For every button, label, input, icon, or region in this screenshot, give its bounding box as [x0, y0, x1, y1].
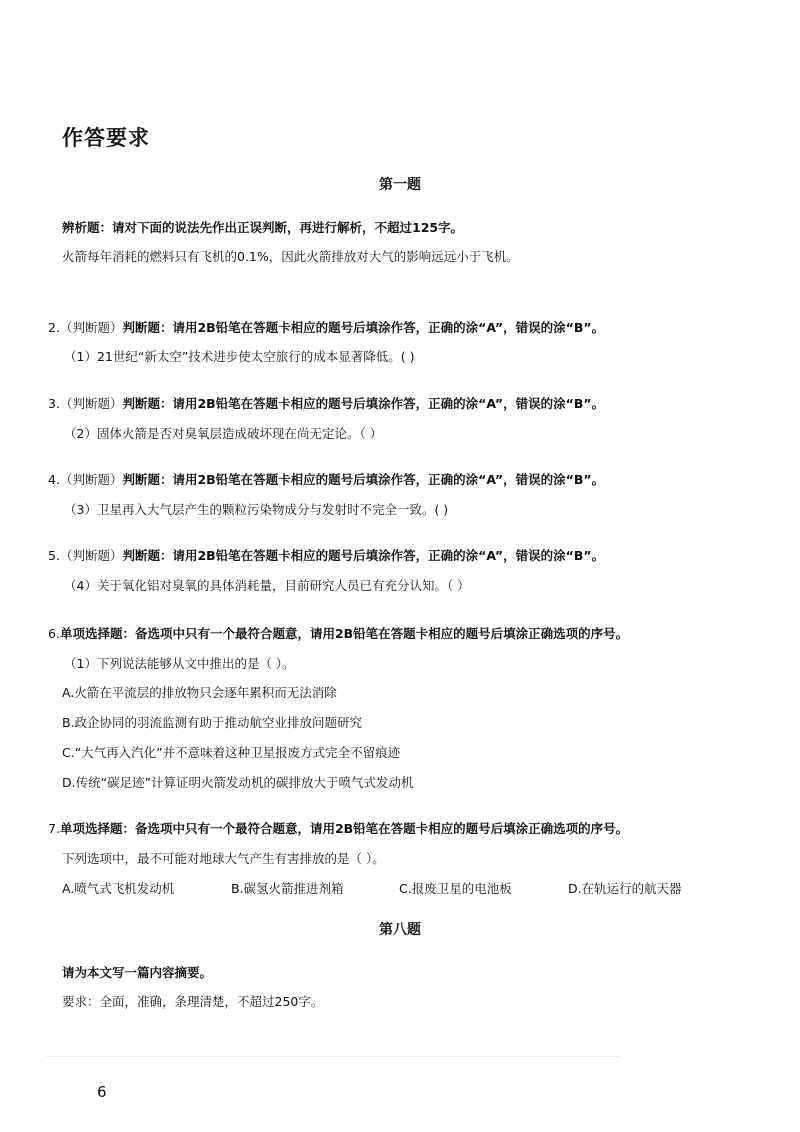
option-b: B.政企协同的羽流监测有助于推动航空业排放问题研究 [62, 715, 363, 730]
question-header [48, 819, 628, 837]
question-header [48, 318, 604, 336]
question-stem: （1）下列说法能够从文中推出的是（ ）。 [64, 656, 295, 671]
page-number: 6 [97, 1083, 107, 1101]
option-c: C.“大气再入汽化”并不意味着这种卫星报废方式完全不留痕迹 [62, 745, 401, 760]
question-number: 7. [48, 821, 60, 836]
question-item: （3）卫星再入大气层产生的颗粒污染物成分与发射时不完全一致。( ) [64, 502, 449, 517]
option-a: A.火箭在平流层的排放物只会逐年累积而无法消除 [62, 685, 337, 700]
question-number: 2. [48, 320, 60, 335]
question-type: （判断题） [59, 472, 123, 487]
option-a: A.喷气式飞机发动机 [62, 881, 175, 896]
option-d: D.传统“碳足迹”计算证明火箭发动机的碳排放大于喷气式发动机 [62, 775, 414, 790]
question-header [48, 470, 604, 488]
question-number: 3. [48, 396, 60, 411]
question-number: 4. [48, 472, 60, 487]
section-heading-8: 第八题 [379, 922, 421, 938]
section8-instruction: 请为本文写一篇内容摘要。 [62, 965, 213, 980]
question-type: （判断题） [59, 548, 123, 563]
question-instruction: 单项选择题：备选项中只有一个最符合题意，请用2B铅笔在答题卡相应的题号后填涂正确选项的序号。 [59, 821, 629, 836]
question-header [48, 394, 604, 412]
question-type: （判断题） [59, 396, 123, 411]
question-number: 5. [48, 548, 60, 563]
section-heading-1: 第一题 [379, 177, 421, 193]
question-item: （1）21世纪“新太空”技术进步使太空旅行的成本显著降低。( ) [64, 349, 415, 364]
question-instruction: 判断题：请用2B铅笔在答题卡相应的题号后填涂作答，正确的涂“A”，错误的涂“B”。 [122, 320, 605, 335]
option-b: B.碳氢火箭推进剂箱 [231, 881, 344, 896]
option-c: C.报废卫星的电池板 [399, 881, 512, 896]
section8-requirement: 要求：全面，准确，条理清楚，不超过250字。 [62, 994, 324, 1009]
question-item: （4）关于氧化铝对臭氧的具体消耗量，目前研究人员已有充分认知。（ ） [64, 578, 470, 593]
option-d: D.在轨运行的航天器 [568, 881, 682, 896]
question-header [48, 546, 604, 564]
document-title: 作答要求 [62, 126, 150, 150]
question-stem: 下列选项中，最不可能对地球大气产生有害排放的是（ ）。 [62, 851, 385, 866]
question-type: （判断题） [59, 320, 123, 335]
section1-instruction: 辨析题：请对下面的说法先作出正误判断，再进行解析，不超过125字。 [62, 220, 464, 235]
question-instruction: 判断题：请用2B铅笔在答题卡相应的题号后填涂作答，正确的涂“A”，错误的涂“B”。 [122, 548, 605, 563]
question-number: 6. [48, 626, 60, 641]
question-header [48, 624, 628, 642]
question-instruction: 判断题：请用2B铅笔在答题卡相应的题号后填涂作答，正确的涂“A”，错误的涂“B”。 [122, 396, 605, 411]
footer-divider [46, 1056, 620, 1057]
question-instruction: 判断题：请用2B铅笔在答题卡相应的题号后填涂作答，正确的涂“A”，错误的涂“B”。 [122, 472, 605, 487]
question-item: （2）固体火箭是否对臭氧层造成破坏现在尚无定论。（ ） [64, 426, 383, 441]
question-instruction: 单项选择题：备选项中只有一个最符合题意，请用2B铅笔在答题卡相应的题号后填涂正确选项的序号。 [59, 626, 629, 641]
section1-statement: 火箭每年消耗的燃料只有飞机的0.1%，因此火箭排放对大气的影响远远小于飞机。 [62, 249, 519, 264]
